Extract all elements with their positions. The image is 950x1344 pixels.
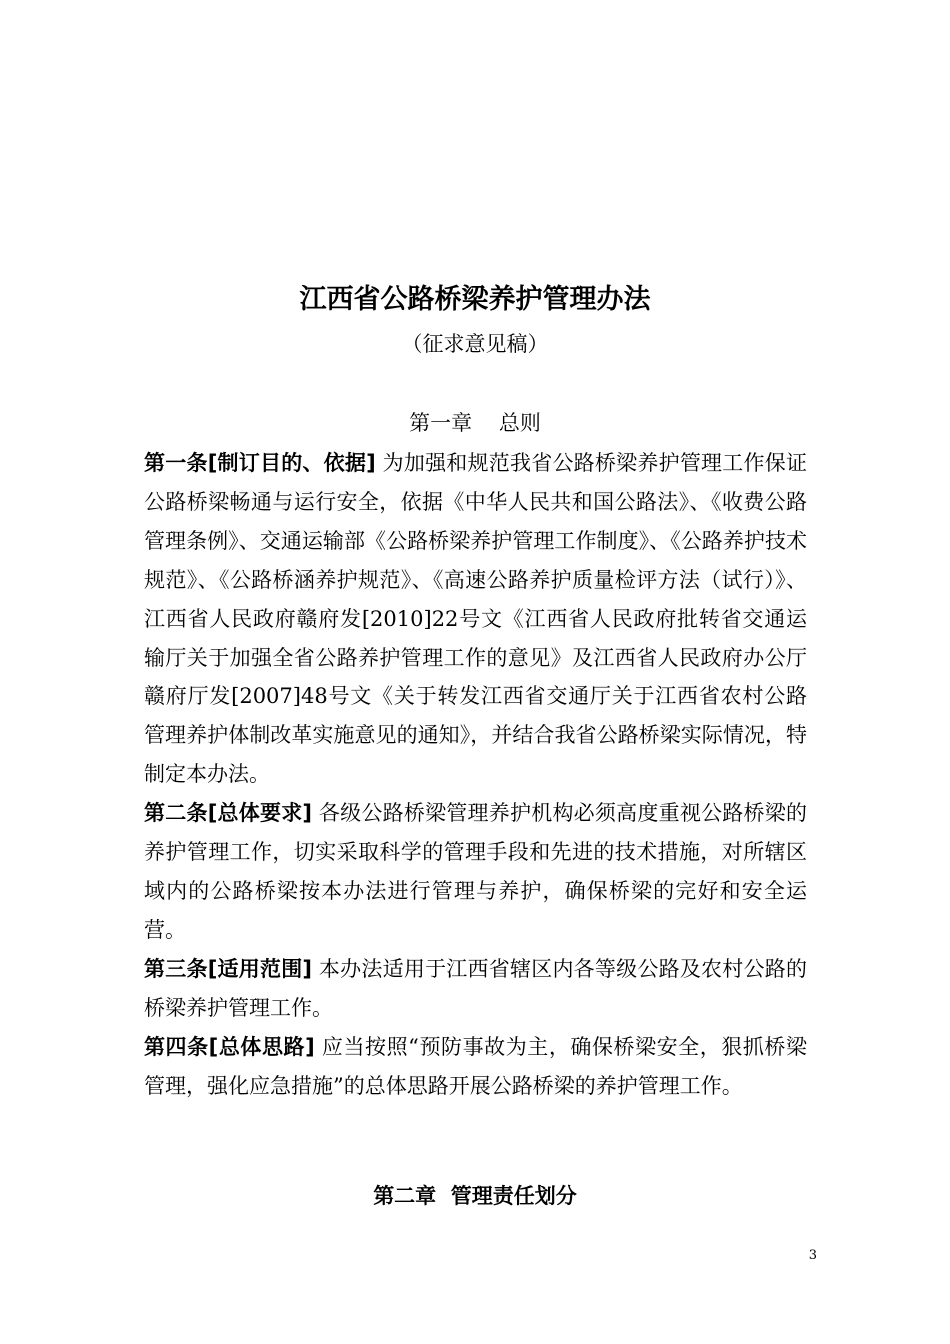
article-paragraph bbox=[144, 950, 807, 1028]
page-number: 3 bbox=[808, 1248, 817, 1263]
article-paragraph bbox=[144, 444, 807, 794]
chapter-heading-2: 第二章 管理责任划分 bbox=[373, 1184, 577, 1208]
article-paragraph bbox=[144, 794, 807, 950]
document-body bbox=[144, 444, 807, 1105]
chapter-heading: 第一章 总则 bbox=[409, 411, 541, 435]
article-text: 本办法适用于江西省辖区内各等级公路及农村公路的桥梁养护管理工作。 bbox=[144, 956, 807, 1020]
article-text: 应当按照“预防事故为主，确保桥梁安全，狠抓桥梁管理，强化应急措施”的总体思路开展公路桥梁的养护管理工作。 bbox=[144, 1034, 807, 1098]
article-heading: 第二条[总体要求] bbox=[144, 801, 313, 826]
article-heading: 第一条[制订目的、依据] bbox=[144, 451, 376, 475]
article-heading: 第三条[适用范围] bbox=[144, 956, 313, 981]
article-text: 为加强和规范我省公路桥梁养护管理工作保证公路桥梁畅通与运行安全，依据《中华人民共和国公路法》、《收费公路管理条例》、交通运输部《公路桥梁养护管理工作制度》、《公路养护技术规范》、《公路桥涵养护规范》、《高速公路养护质量检评方法（试行）》、江西省人民政府赣府发[2010]22号文《江西省人民政府批转省交通运输厅关于加强全省公路养护管理工作的意见》及江西省人民政府办公厅赣府厅发[2007]48号文《关于转发江西省交通厅关于江西省农村公路管理养护体制改革实施意见的通知》，并结合我省公路桥梁实际情况，特制定本办法。 bbox=[144, 451, 807, 787]
article-paragraph bbox=[144, 1028, 807, 1106]
article-heading: 第四条[总体思路] bbox=[144, 1034, 315, 1059]
document-subtitle: （征求意见稿） bbox=[401, 332, 549, 356]
document-title: 江西省公路桥梁养护管理办法 bbox=[299, 284, 651, 315]
article-text: 各级公路桥梁管理养护机构必须高度重视公路桥梁的养护管理工作，切实采取科学的管理手段和先进的技术措施，对所辖区域内的公路桥梁按本办法进行管理与养护，确保桥梁的完好和安全运营。 bbox=[144, 801, 807, 942]
